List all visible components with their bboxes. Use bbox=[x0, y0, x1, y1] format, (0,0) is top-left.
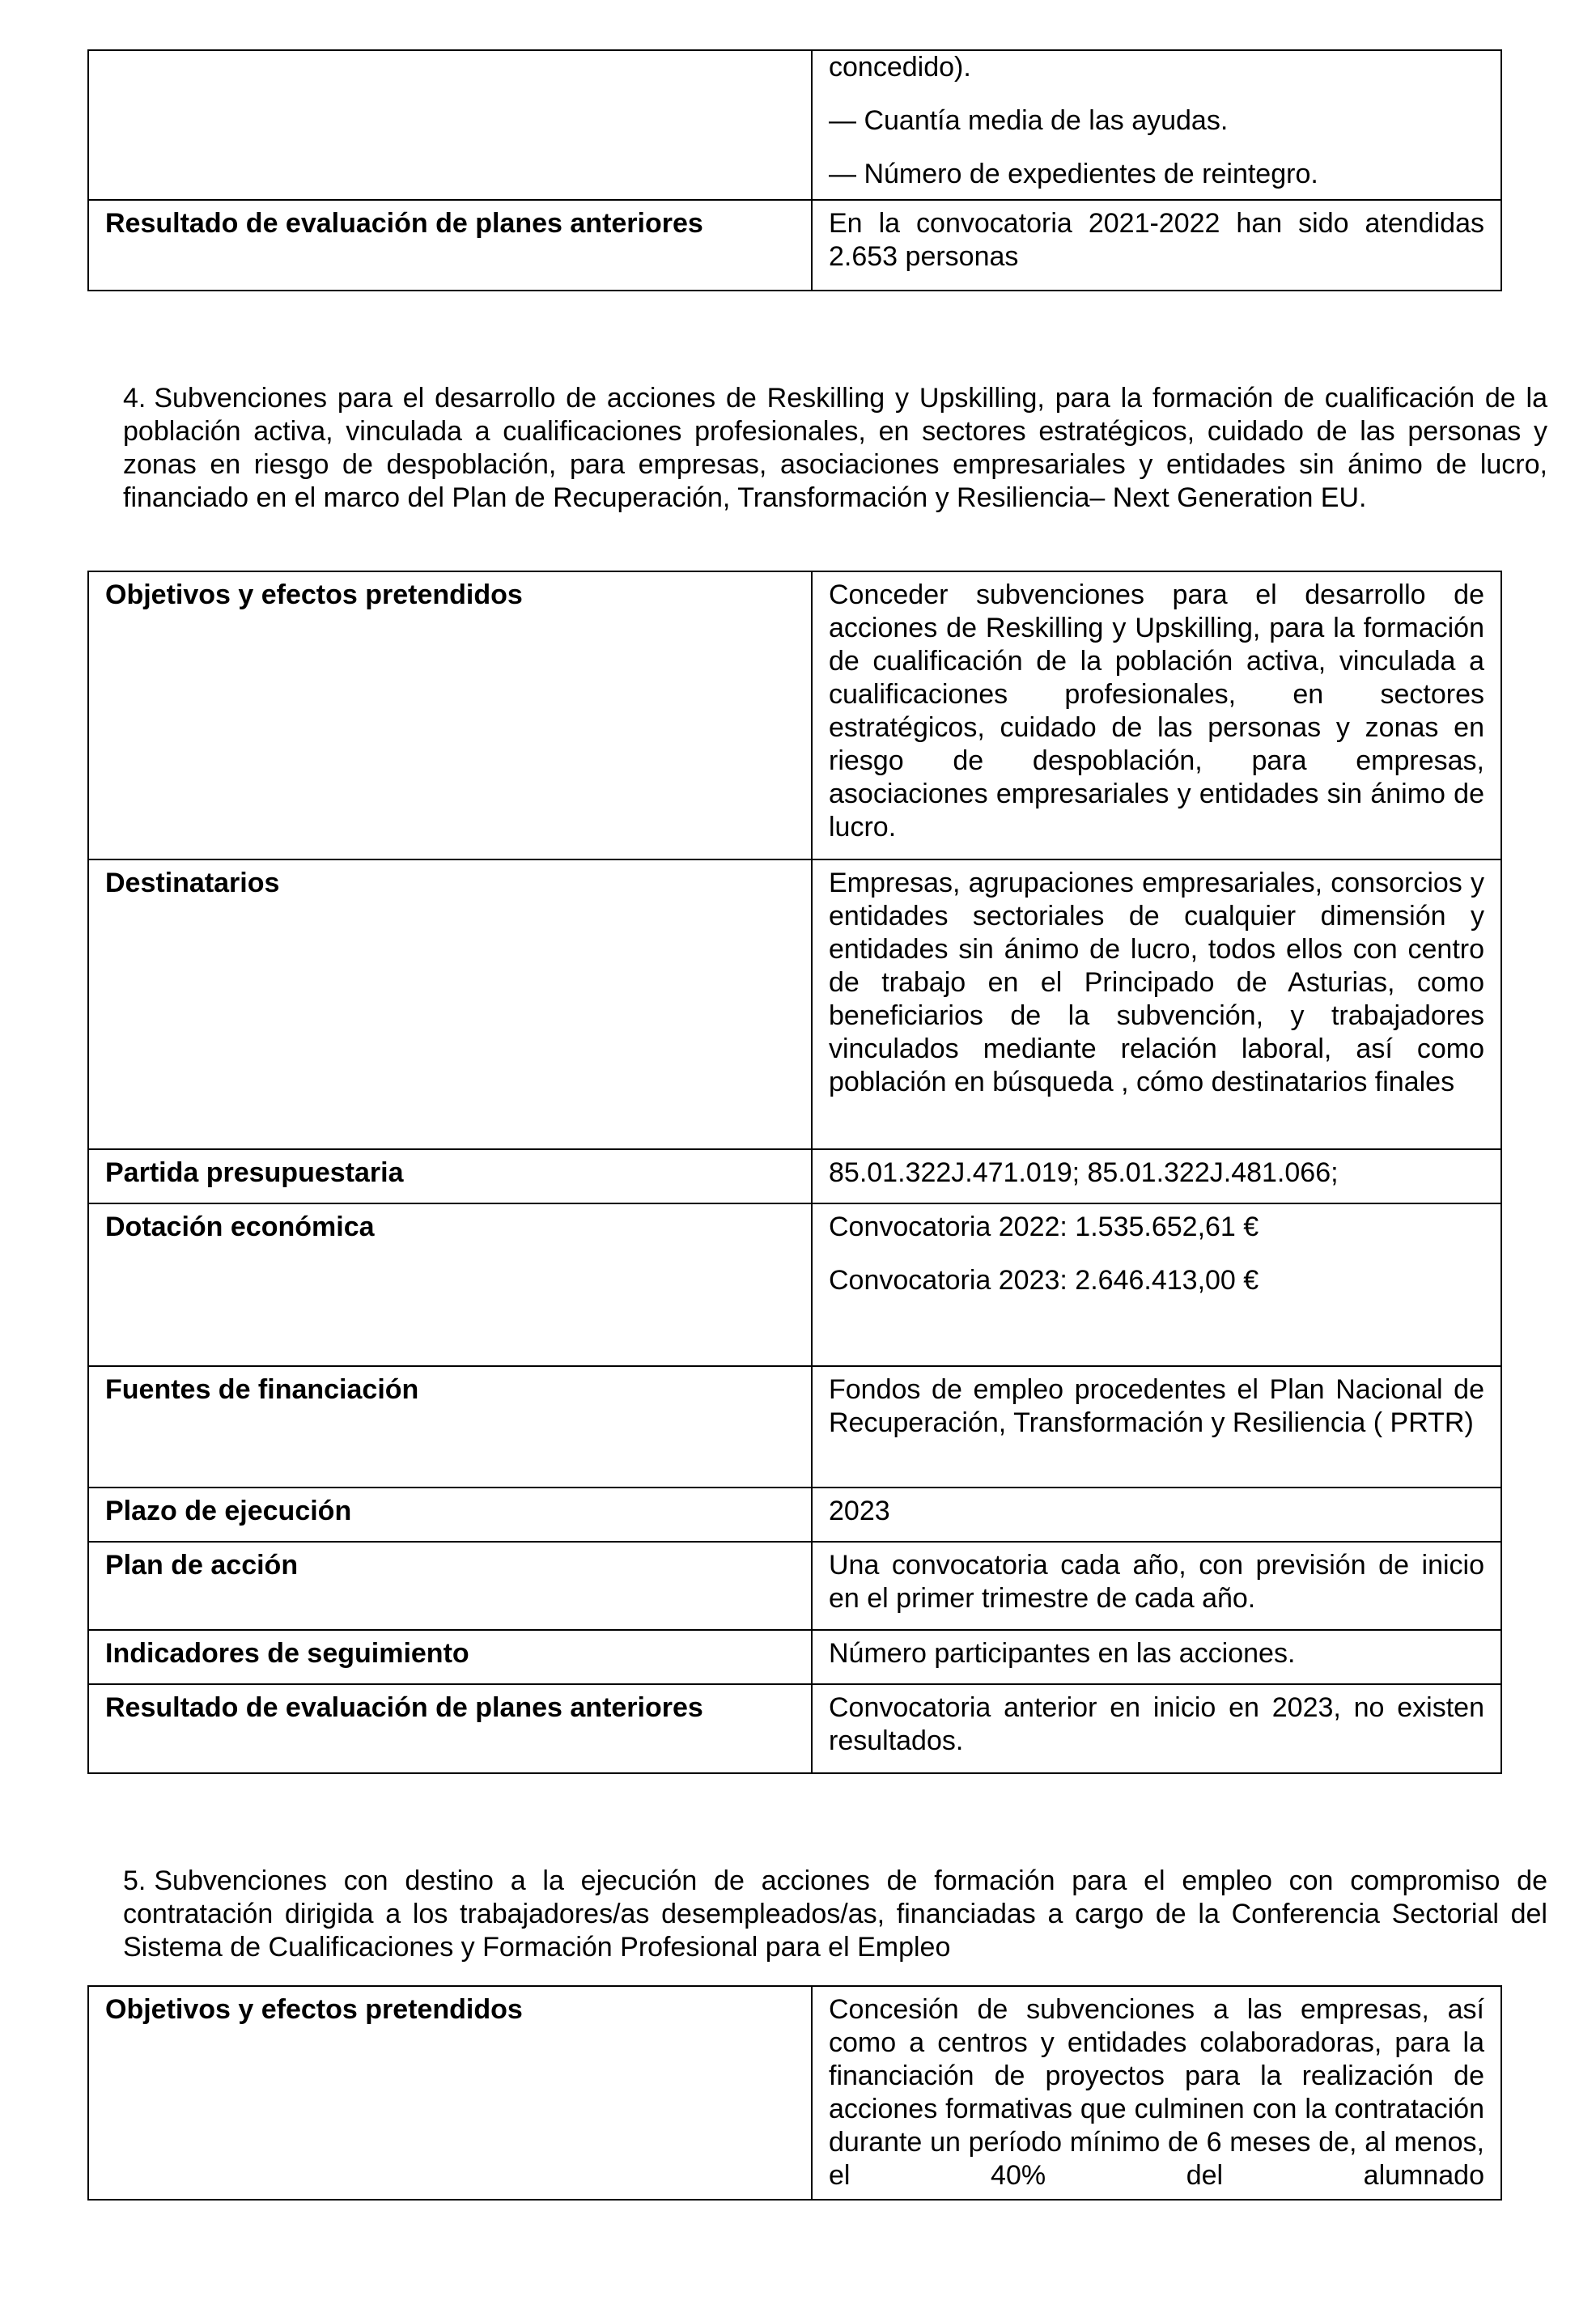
table-row bbox=[88, 1203, 1501, 1366]
table-value-cell bbox=[812, 1149, 1501, 1203]
value-line: 85.01.322J.471.019; 85.01.322J.481.066; bbox=[829, 1157, 1339, 1188]
table-value-cell bbox=[812, 1630, 1501, 1684]
section-title: Subvenciones para el desarrollo de acciones de Reskilling y Upskilling, para la formación de cualificación de la población activa, vinculada a cualificaciones profesionales, en sectores estratégicos, cuidado de las personas y zonas en riesgo de despoblación, para empresas, asociaciones empresariales y entidades sin ánimo de lucro, financiado en el marco del Plan de Recuperación, Transformación y Resiliencia– Next Generation EU. bbox=[123, 383, 1547, 513]
section-4-heading bbox=[123, 382, 1547, 515]
table-label-cell: Partida presupuestaria bbox=[88, 1149, 812, 1203]
table-value-cell bbox=[812, 50, 1501, 200]
table-row bbox=[88, 1488, 1501, 1542]
table-value-cell bbox=[812, 1986, 1501, 2200]
section-number: 4. bbox=[123, 383, 146, 414]
table-row bbox=[88, 571, 1501, 859]
table-value-cell bbox=[812, 1488, 1501, 1542]
value-line: Convocatoria 2023: 2.646.413,00 € bbox=[829, 1265, 1259, 1296]
value-line: Una convocatoria cada año, con previsión de inicio en el primer trimestre de cada año. bbox=[829, 1550, 1484, 1614]
table-row bbox=[88, 1542, 1501, 1630]
table-label-cell: Objetivos y efectos pretendidos bbox=[88, 571, 812, 859]
table-label-cell: Dotación económica bbox=[88, 1203, 812, 1366]
table-value-cell bbox=[812, 859, 1501, 1149]
value-line: Convocatoria anterior en inicio en 2023, no existen resultados. bbox=[829, 1692, 1484, 1756]
value-line: Concesión de subvenciones a las empresas, así como a centros y entidades colaboradoras, para la financiación de proyectos para la realización de acciones formativas que culminen con la contratación durante un período mínimo de 6 meses de, al menos, el 40% del alumnado bbox=[829, 1994, 1484, 2191]
table-value-cell bbox=[812, 1366, 1501, 1488]
section-5-heading bbox=[123, 1865, 1547, 1964]
section-number: 5. bbox=[123, 1865, 146, 1896]
table-value-cell bbox=[812, 1684, 1501, 1773]
section-4-table bbox=[87, 571, 1502, 1774]
table-row bbox=[88, 200, 1501, 291]
table-row bbox=[88, 1986, 1501, 2200]
table-label-cell: Indicadores de seguimiento bbox=[88, 1630, 812, 1684]
value-line: En la convocatoria 2021-2022 han sido atendidas 2.653 personas bbox=[829, 208, 1484, 272]
previous-section-table bbox=[87, 49, 1502, 291]
table-value-cell bbox=[812, 1203, 1501, 1366]
table-label-cell: Destinatarios bbox=[88, 859, 812, 1149]
value-line: Fondos de empleo procedentes el Plan Nacional de Recuperación, Transformación y Resiliencia ( PRTR) bbox=[829, 1374, 1484, 1438]
table-label-cell: Fuentes de financiación bbox=[88, 1366, 812, 1488]
table-row bbox=[88, 1149, 1501, 1203]
value-line: — Cuantía media de las ayudas. bbox=[829, 105, 1229, 136]
section-5-table bbox=[87, 1985, 1502, 2201]
table-row bbox=[88, 1684, 1501, 1773]
value-line: — Número de expedientes de reintegro. bbox=[829, 159, 1318, 189]
table-label-cell: Resultado de evaluación de planes anteriores bbox=[88, 200, 812, 291]
value-line: concedido). bbox=[829, 52, 971, 83]
value-line: Convocatoria 2022: 1.535.652,61 € bbox=[829, 1212, 1259, 1242]
table-label-cell: Plazo de ejecución bbox=[88, 1488, 812, 1542]
value-line: Número participantes en las acciones. bbox=[829, 1638, 1296, 1669]
value-line: 2023 bbox=[829, 1496, 890, 1526]
table-row bbox=[88, 859, 1501, 1149]
table-label-cell: Resultado de evaluación de planes anteriores bbox=[88, 1684, 812, 1773]
table-row bbox=[88, 50, 1501, 200]
table-row bbox=[88, 1366, 1501, 1488]
table-value-cell bbox=[812, 571, 1501, 859]
value-line: Empresas, agrupaciones empresariales, consorcios y entidades sectoriales de cualquier dimensión y entidades sin ánimo de lucro, todos ellos con centro de trabajo en el Principado de Asturias, como beneficiarios de la subvención, y trabajadores vinculados mediante relación laboral, así como población en búsqueda , cómo destinatarios finales bbox=[829, 868, 1484, 1097]
table-label-cell: Objetivos y efectos pretendidos bbox=[88, 1986, 812, 2200]
table-value-cell bbox=[812, 1542, 1501, 1630]
table-value-cell bbox=[812, 200, 1501, 291]
table-label-cell: Plan de acción bbox=[88, 1542, 812, 1630]
section-title: Subvenciones con destino a la ejecución de acciones de formación para el empleo con compromiso de contratación dirigida a los trabajadores/as desempleados/as, financiadas a cargo de la Conferencia Sectorial del Sistema de Cualificaciones y Formación Profesional para el Empleo bbox=[123, 1865, 1547, 1963]
value-line: Conceder subvenciones para el desarrollo de acciones de Reskilling y Upskilling, para la formación de cualificación de la población activa, vinculada a cualificaciones profesionales, en sectores estratégicos, cuidado de las personas y zonas en riesgo de despoblación, para empresas, asociaciones empresariales y entidades sin ánimo de lucro. bbox=[829, 579, 1484, 842]
table-label-cell bbox=[88, 50, 812, 200]
table-row bbox=[88, 1630, 1501, 1684]
